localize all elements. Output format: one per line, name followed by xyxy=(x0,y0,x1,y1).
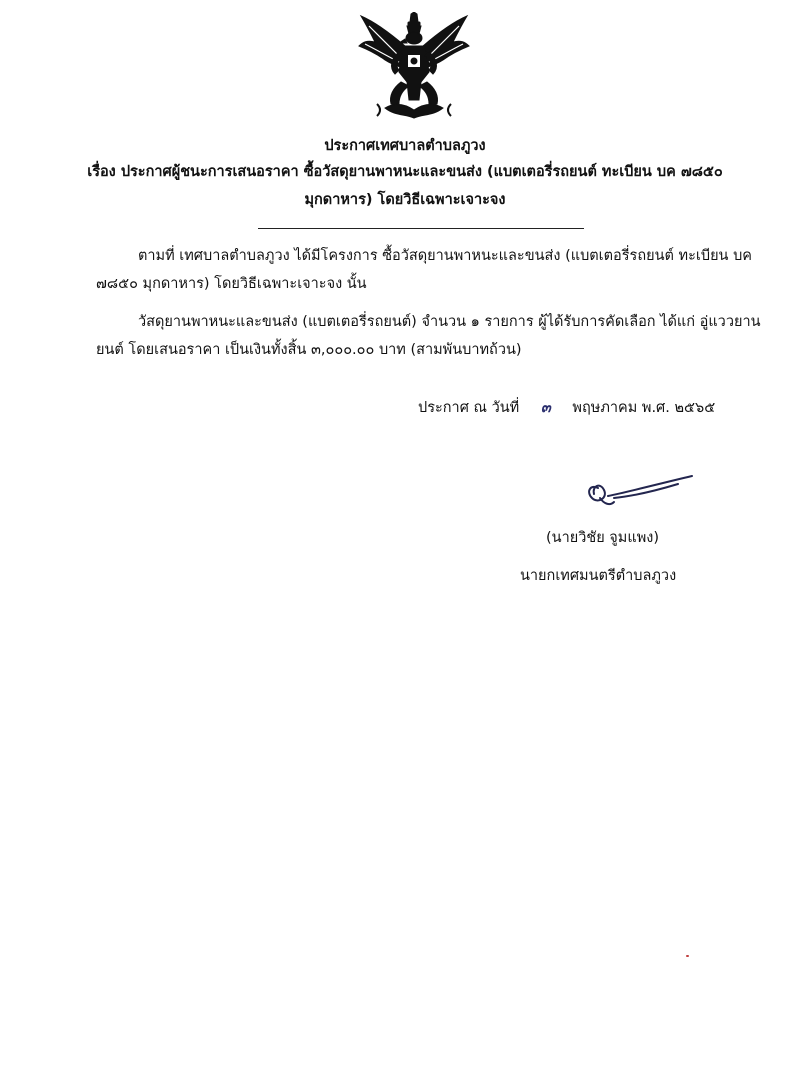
signer-name: (นายวิชัย จูมแพง) xyxy=(546,530,659,546)
date-prefix: ประกาศ ณ วันที่ xyxy=(418,400,520,416)
body-paragraph-1-line-1: ตามที่ เทศบาลตำบลภูวง ได้มีโครงการ ซื้อวัสดุยานพาหนะและขนส่ง (แบตเตอรี่รถยนต์ ทะเบียน บค xyxy=(138,248,752,264)
body-paragraph-2-line-2: ยนต์ โดยเสนอราคา เป็นเงินทั้งสิ้น ๓,๐๐๐.๐๐ บาท (สามพันบาทถ้วน) xyxy=(96,342,522,358)
signer-title: นายกเทศมนตรีตำบลภูวง xyxy=(520,568,677,584)
handwritten-signature-icon xyxy=(578,468,696,512)
announcement-subject: เรื่อง ประกาศผู้ชนะการเสนอราคา ซื้อวัสดุยานพาหนะและขนส่ง (แบตเตอรี่รถยนต์ ทะเบียน บค ๗๘๕๐ xyxy=(87,164,723,180)
body-paragraph-2-line-1: วัสดุยานพาหนะและขนส่ง (แบตเตอรี่รถยนต์) จำนวน ๑ รายการ ผู้ได้รับการคัดเลือก ได้แก่ อู่แววยาน xyxy=(138,314,761,330)
announcement-date xyxy=(418,398,715,418)
body-paragraph-1-line-2: ๗๘๕๐ มุกดาหาร) โดยวิธีเฉพาะเจาะจง นั้น xyxy=(96,276,367,292)
announcement-title: ประกาศเทศบาลตำบลภูวง xyxy=(324,138,486,154)
scan-speck xyxy=(686,955,689,957)
garuda-emblem-icon xyxy=(355,12,473,120)
date-month-year: พฤษภาคม พ.ศ. ๒๕๖๕ xyxy=(572,400,716,416)
date-day-handwritten: ๓ xyxy=(540,400,551,416)
announcement-subject-continued: มุกดาหาร) โดยวิธีเฉพาะเจาะจง xyxy=(304,192,506,208)
heading-divider xyxy=(258,228,584,229)
